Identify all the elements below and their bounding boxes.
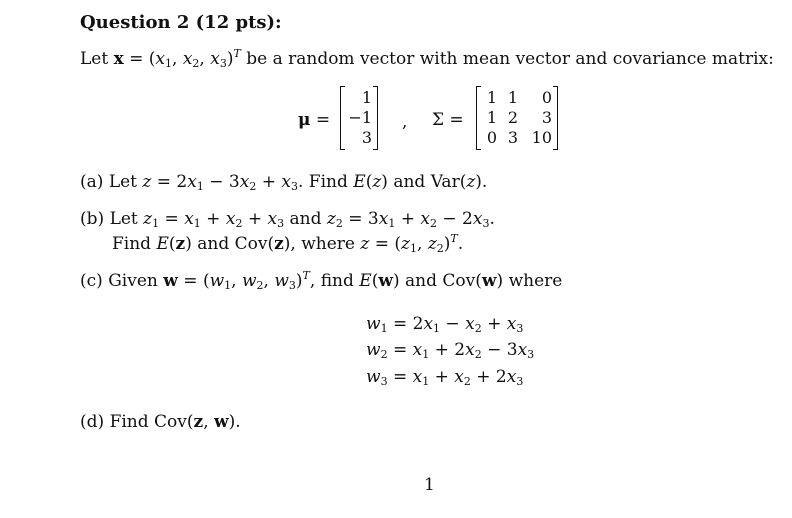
- mu-label: μ =: [298, 110, 331, 130]
- sigma-entry: 0: [541, 88, 552, 107]
- sigma-entry: 1: [486, 88, 498, 107]
- sigma-entry: 3: [507, 128, 519, 147]
- separator-comma: ,: [402, 112, 408, 132]
- sigma-entry: 1: [507, 88, 519, 107]
- equation-w3: $w_3 = x_1 + x_2 + 2x_3$: [366, 367, 524, 388]
- part-a: (a) Let $z = 2x_1 - 3x_2 + x_3$. Find E(z) and Var(z).: [80, 172, 488, 193]
- sigma-entry: 10: [531, 128, 552, 147]
- sigma-entry: 1: [486, 108, 498, 127]
- intro-sentence: Let $x = (x_1$, $x_2$, $x_3)^T$ be a random vector with mean vector and covariance matrix:: [80, 47, 774, 70]
- page-number: 1: [424, 475, 435, 495]
- sigma-entry: 2: [507, 108, 519, 127]
- mu-vector: [340, 87, 378, 149]
- equation-w2: $w_2 = x_1 + 2x_2 - 3x_3$: [366, 340, 535, 361]
- part-b: (b) Let $z_1 = x_1 + x_2 + x_3$ and $z_2 = 3x_1 + x_2 - 2x_3$.: [80, 209, 495, 230]
- mu-entry: 1: [361, 88, 372, 107]
- question-heading: Question 2 (12 pts):: [80, 12, 282, 33]
- part-c: (c) Given $w = (w_1$, $w_2$, $w_3)^T$, find E(w) and Cov(w) where: [80, 269, 563, 292]
- mu-entry: 3: [361, 128, 372, 147]
- sigma-entry: 0: [486, 128, 498, 147]
- sigma-entry: 3: [541, 108, 552, 127]
- mu-entry: −1: [348, 108, 372, 127]
- sigma-label: Σ =: [432, 110, 464, 130]
- equation-w1: $w_1 = 2x_1 - x_2 + x_3$: [366, 314, 524, 335]
- part-b-line2: Find E(z) and Cov(z), where $z = (z_1$, $z_2)^T$.: [112, 232, 464, 255]
- part-d: (d) Find Cov(z, w).: [80, 412, 241, 432]
- sigma-matrix: [476, 87, 558, 149]
